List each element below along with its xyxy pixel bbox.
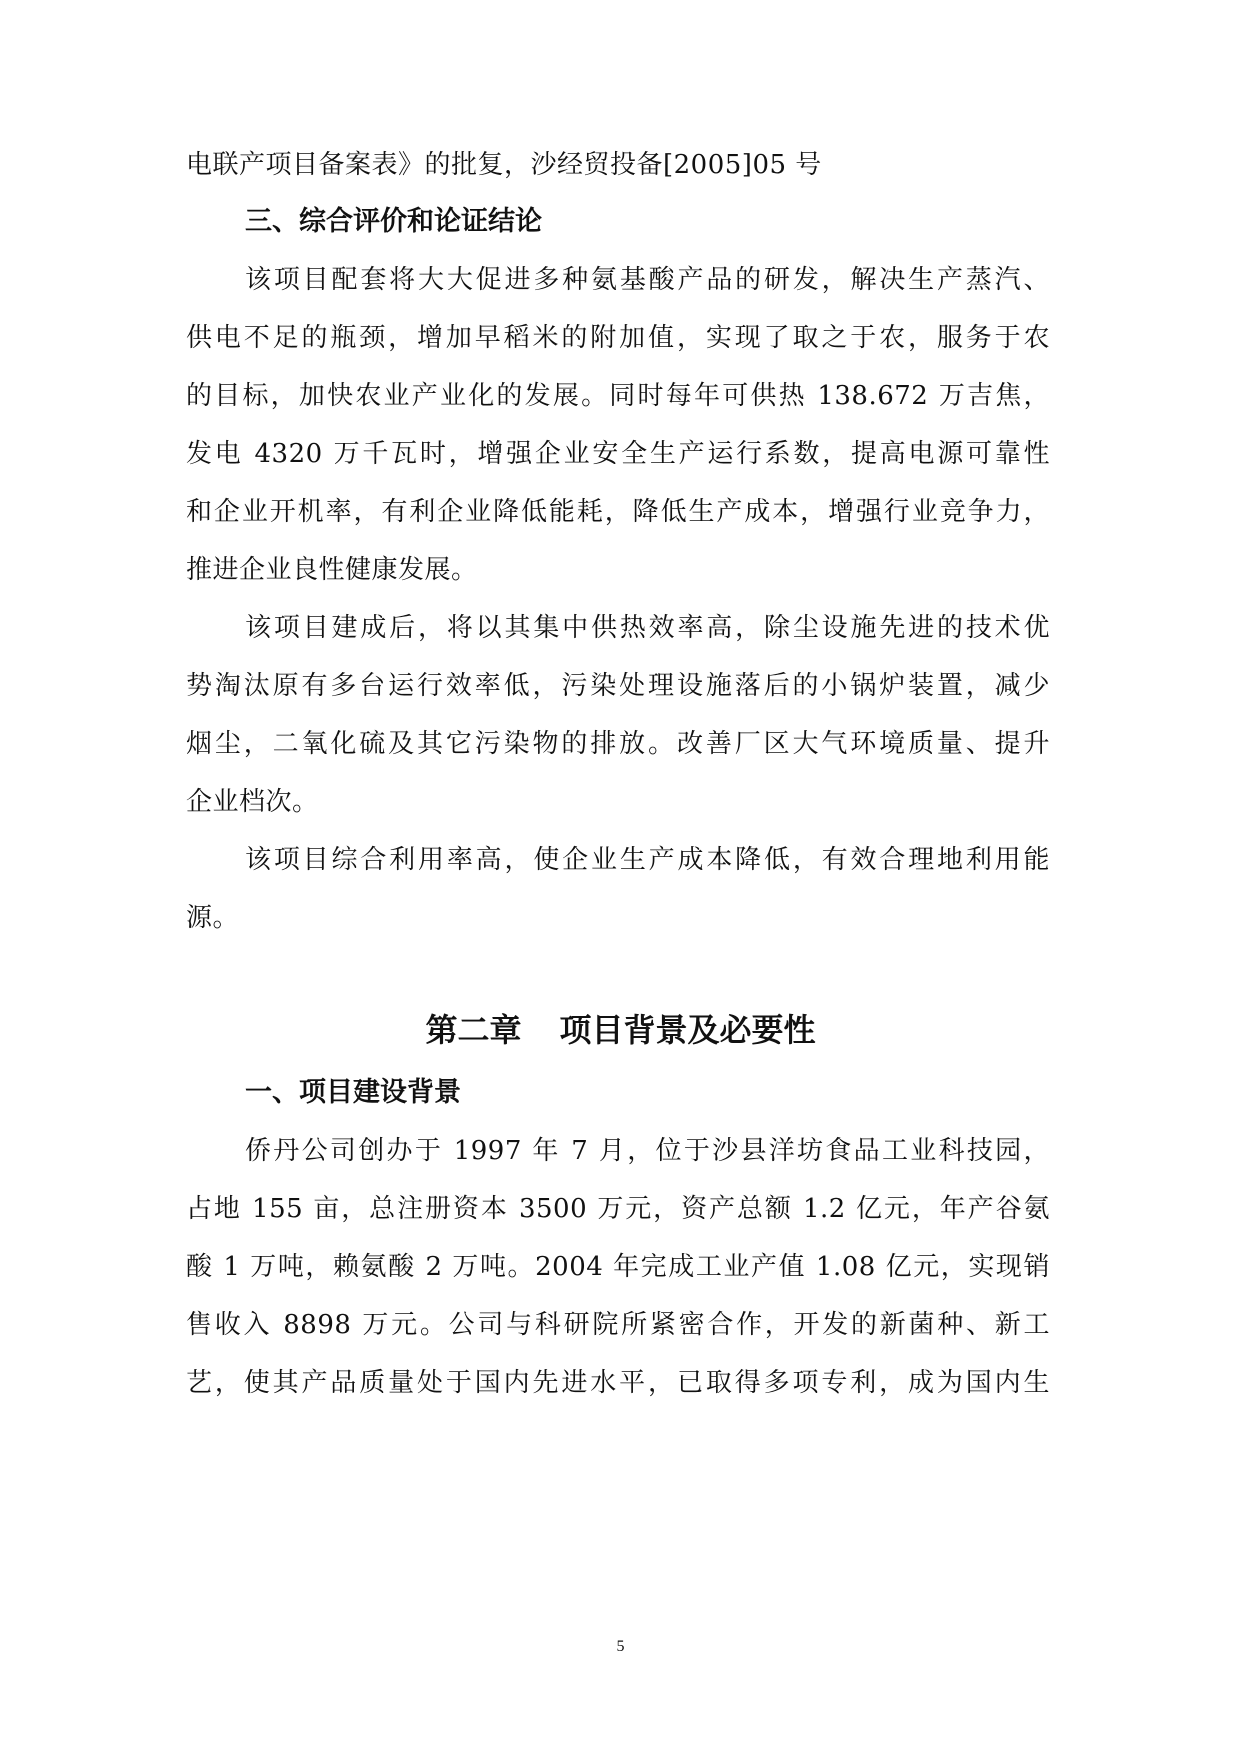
paragraph-line: 源。 [186,903,240,933]
section-heading-background: 一、项目建设背景 [245,1077,461,1108]
paragraph-line: 侨丹公司创办于 1997 年 7 月，位于沙县洋坊食品工业科技园， [245,1136,1050,1166]
chapter-title [0,1010,1241,1050]
chapter-number: 第二章 [425,1011,522,1049]
paragraph-line: 势淘汰原有多台运行效率低，污染处理设施落后的小锅炉装置，减少 [186,671,1050,701]
paragraph-line: 酸 1 万吨，赖氨酸 2 万吨。2004 年完成工业产值 1.08 亿元，实现销 [186,1252,1050,1282]
paragraph-line: 发电 4320 万千瓦时，增强企业安全生产运行系数，提高电源可靠性 [186,439,1050,469]
paragraph-line: 推进企业良性健康发展。 [186,555,478,585]
page-number: 5 [616,1638,625,1655]
chapter-name: 项目背景及必要性 [559,1011,816,1049]
paragraph-line: 供电不足的瓶颈，增加早稻米的附加值，实现了取之于农，服务于农 [186,323,1050,353]
paragraph-line: 售收入 8898 万元。公司与科研院所紧密合作，开发的新菌种、新工 [186,1310,1050,1340]
paragraph-line: 艺，使其产品质量处于国内先进水平，已取得多项专利，成为国内生 [186,1368,1050,1398]
paragraph-line: 该项目配套将大大促进多种氨基酸产品的研发，解决生产蒸汽、 [245,265,1050,295]
paragraph-line: 该项目综合利用率高，使企业生产成本降低，有效合理地利用能 [245,845,1050,875]
paragraph-line: 烟尘，二氧化硫及其它污染物的排放。改善厂区大气环境质量、提升 [186,729,1050,759]
continuation-line: 电联产项目备案表》的批复，沙经贸投备[2005]05 号 [186,150,822,180]
paragraph-line: 占地 155 亩，总注册资本 3500 万元，资产总额 1.2 亿元，年产谷氨 [186,1194,1050,1224]
section-heading-conclusion: 三、综合评价和论证结论 [245,206,542,237]
paragraph-line: 的目标，加快农业产业化的发展。同时每年可供热 138.672 万吉焦， [186,381,1050,411]
paragraph-line: 和企业开机率，有利企业降低能耗，降低生产成本，增强行业竞争力， [186,497,1050,527]
paragraph-line: 该项目建成后，将以其集中供热效率高，除尘设施先进的技术优 [245,613,1050,643]
paragraph-line: 企业档次。 [186,787,319,817]
